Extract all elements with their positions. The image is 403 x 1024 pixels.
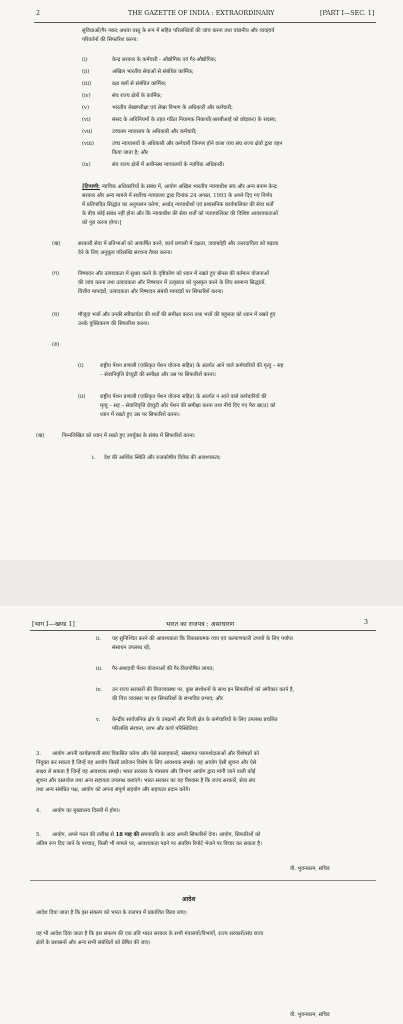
order-heading: आदेश <box>182 896 196 903</box>
para-text: समयावधि के अंदर अपनी सिफारिशें देगा। आयोग, सिफारिशों को <box>138 832 261 838</box>
para-line: वित्तीय मापदंडों, उत्पादकता और निष्पादन संबंधी मापदंडों पर सिफारिशें करना। <box>78 289 224 295</box>
header-rule <box>30 630 376 631</box>
para-number: (ङ) <box>52 342 60 348</box>
sub-line: गैर-अंशदायी पेंशन योजनाओं की गैर-वित्तपोषित लागत; <box>112 666 215 672</box>
list-item: केन्द्र सरकार के कर्मचारी - औद्योगिक एवं गैर-औद्योगिक; <box>112 57 217 63</box>
page-number: 2 <box>36 10 41 17</box>
order-line: आदेश दिया जाता है कि इस संकल्प को भारत के राजपत्र में प्रकाशित किया जाए। <box>36 910 187 916</box>
para-line: अंतिम रूप दिए जाने के पश्चात्, किसी भी मामले पर, आवश्यकता पड़ने पर अंतरिम रिपोर्ट भेजने पर विचार कर सकता है। <box>36 841 262 847</box>
para-number: (ग) <box>52 271 59 277</box>
sub-line: मृत्यु – सह – सेवानिवृत्ति ग्रेच्युटी और पेंशन की समीक्षा करना तथा नीचे दिए गए पैरा ख(ii) को <box>100 403 276 409</box>
list-item: संघ राज्य क्षेत्रों के कार्मिक; <box>112 93 163 99</box>
para-line: निष्पादन और उत्पादकता में सुधार करने के दृष्टिकोण को ध्यान में रखते हुए बोनस की वर्तमान योजनाओं <box>78 271 269 277</box>
note-text: न्यायिक अधिकारियों के संबंध में, आयोग अखिल भारतीय न्यायाधीश संघ और अन्य बनाम केन्द्र <box>99 184 277 190</box>
list-number: (iv) <box>82 93 91 99</box>
para-line: उनके युक्तिकरण की सिफारिश करना। <box>78 321 150 327</box>
para-number: (ख) <box>36 433 45 439</box>
para-number: 3. <box>36 751 41 757</box>
sub-line: राष्ट्रीय पेंशन प्रणाली (एकीकृत पेंशन योजना सहित) के अंतर्गत न आने वाले कर्मचारियों की <box>100 394 267 400</box>
para-line: साक्ष्य ले सकता है जिन्हें यह आवश्यक समझे। भारत सरकार के मंत्रालय और विभाग आयोग द्वारा मांगी जाने वाली कोई <box>36 769 256 775</box>
para-line: देने के लिए अनुकूल परिलब्धि संरचना तैयार करना। <box>78 250 173 256</box>
list-number: (ix) <box>82 162 91 168</box>
list-item: अखिल भारतीय सेवाओं से संबंधित कार्मिक; <box>112 69 194 75</box>
sub-line: राष्ट्रीय पेंशन प्रणाली (एकीकृत पेंशन योजना सहित) के अंतर्गत आने वाले कर्मचारियों की मृत्यु – सह <box>100 363 284 369</box>
signature: वी. भुवनकाम, सचिव <box>290 866 330 872</box>
sub-number: ii. <box>96 636 101 642</box>
para-number: 4. <box>36 808 41 814</box>
gazette-title: THE GAZETTE OF INDIA : EXTRAORDINARY <box>128 10 275 17</box>
para-number: (ख) <box>52 241 61 247</box>
sub-line: की वित्त व्यवस्था पर इन सिफारिशों के संभावित प्रभाव; और <box>112 696 223 702</box>
para-line <box>52 831 260 840</box>
sub-number: v. <box>96 717 100 723</box>
list-number: (i) <box>82 57 88 63</box>
list-item: भारतीय लेखापरीक्षा एवं लेखा विभाग के अधिकारी और कर्मचारी; <box>112 105 233 111</box>
sub-number: (i) <box>78 363 84 369</box>
para-line: आयोग का मुख्यालय दिल्ली में होगा। <box>52 808 120 814</box>
para-line: निम्नलिखित को ध्यान में रखते हुए उपर्युक्त के संबंध में सिफारिशें करना: <box>62 433 196 439</box>
para-line: मौजूदा भत्तों और उनकी स्वीकार्यता की शर्तों की समीक्षा करना तथा भत्तों की बहुलता को ध्यान में रखते हुए <box>78 312 276 318</box>
list-item: उच्च न्यायालयों के अधिकारी और कर्मचारी जिनपर होने वाला व्यय संघ राज्य क्षेत्रों द्वारा वहन <box>112 141 283 147</box>
sub-line: परिलब्धि संरचना, लाभ और कार्य परिस्थितियां; <box>112 726 199 732</box>
para-line: सूचना और दस्तावेज तथा अन्य सहायता उपलब्ध कराएंगे। भारत सरकार का यह विश्वास है कि राज्य सरकारें, सेवा संघ <box>36 778 256 784</box>
sub-number: iv. <box>96 687 102 693</box>
list-number: (v) <box>82 105 89 111</box>
list-number: (vi) <box>82 117 91 123</box>
sub-line: ध्यान में रखते हुए उस पर सिफारिशें करना। <box>100 412 180 418</box>
signature: वी. भुवनकाम, सचिव <box>290 1012 330 1018</box>
para-line: नियुक्त कर सकता है जिन्हें यह आयोग किसी प्रयोजन विशेष के लिए आवश्यक समझे। यह आयोग ऐसी सूचना और ऐसे <box>36 760 257 766</box>
intro-line-2: परिवर्तनों की सिफारिश करना: <box>82 37 139 43</box>
para-line: की जांच करना तथा उत्पादकता और निष्पादन में उत्कृष्टता को पुरस्कृत करने के लिए सामान्य सिद्धांतों, <box>78 280 266 286</box>
order-line: क्षेत्रों के प्रशासनों और अन्य सभी संबंधितों को प्रेषित की जाए। <box>36 940 151 946</box>
note-line-2: सरकार और अन्य मामले में सर्वोच्च न्यायालय द्वारा दिनांक 24 अगस्त, 1993 के अपने दिए गए निर्णय <box>82 193 273 199</box>
sub-line: संसाधन उपलब्ध रहें; <box>112 645 151 651</box>
list-item: उच्चतम न्यायालय के अधिकारी और कर्मचारी; <box>112 129 197 135</box>
note-line-3: में प्रतिपादित सिद्धांत का अनुपालन करेगा, अर्थात् न्यायाधीशों एवं प्रशासनिक कार्यपालिका की सेवा शर्तों <box>82 202 274 208</box>
intro-line-1: सुविधाओं/गैर नकद अथवा वस्तु के रूप में सहित परिलब्धियों की जांच करना तथा वांछनीय और व्यवहार्य <box>82 28 275 34</box>
note-label: [टिप्पणी: <box>82 184 100 190</box>
page-number: 3 <box>364 619 369 626</box>
header-rule <box>34 22 376 23</box>
para-text: आयोग, अपने गठन की तारीख से <box>52 832 116 838</box>
para-number: (घ) <box>52 312 60 318</box>
gazette-title: भारत का राजपत्र : असाधारण <box>166 621 235 628</box>
sub-line: देश की आर्थिक स्थिति और राजकोषीय विवेक की आवश्यकता; <box>104 455 221 461</box>
note-line-1 <box>82 183 277 192</box>
para-line: सरकारी सेवा में प्रतिभाओं को आकर्षित करने, कार्य प्रणाली में दक्षता, जवाबदेही और उत्तरदायित्व को बढ़ावा <box>78 241 279 247</box>
sub-number: (ii) <box>78 394 86 400</box>
gazette-page-3 <box>0 606 403 1024</box>
part-section: [भाग I—खण्ड 1] <box>32 621 75 628</box>
list-item: संसद के अधिनियमों के तहत गठित नियामक निकायों(आरबीआई को छोड़कर) के सदस्य; <box>112 117 277 123</box>
page-gap <box>0 560 403 606</box>
list-item: संघ राज्य क्षेत्रों में अधीनस्थ न्यायालयों के न्यायिक अधिकारी। <box>112 162 225 168</box>
sub-line: केन्द्रीय सार्वजनिक क्षेत्र के उपक्रमों और निजी क्षेत्र के कर्मचारियों के लिए उपलब्ध प्रचलित <box>112 717 278 723</box>
list-number: (iii) <box>82 81 92 87</box>
list-number: (viii) <box>82 141 94 147</box>
para-line: तथा अन्य संबंधित पक्ष, आयोग को अपना संपूर्ण सहयोग और सहायता प्रदान करेंगे। <box>36 787 191 793</box>
sub-line: उन राज्य सरकारों की वित्तव्यवस्था पर, कुछ संशोधनों के साथ इन सिफारिशों को अंगीकार करने है, <box>112 687 295 693</box>
list-number: (ii) <box>82 69 90 75</box>
sub-line: – सेवानिवृत्ति ग्रेच्युटी की समीक्षा और उस पर सिफारिशें करना। <box>100 372 216 378</box>
note-line-5: को पूरा करना होगा।] <box>82 220 122 226</box>
list-item: रक्षा बलों से संबंधित कार्मिक; <box>112 81 167 87</box>
para-line: आयोग अपनी कार्यप्रणाली स्वयं विकसित करेगा और ऐसे सलाहकारों, संस्थागत परामर्शदाताओं और विशेषज्ञों को <box>52 751 259 757</box>
list-item-cont: किया जाता है; और <box>112 150 149 156</box>
para-number: 5. <box>36 832 41 838</box>
order-line: यह भी आदेश दिया जाता है कि इस संकल्प की एक प्रति भारत सरकार के सभी मंत्रालयों/विभागों, राज्य सरकारों/संघ राज्य <box>36 931 264 937</box>
list-number: (vii) <box>82 129 93 135</box>
sub-number: i. <box>92 455 96 461</box>
sub-line: यह सुनिश्चित करने की आवश्यकता कि विकासात्मक व्यय एवं कल्याणकारी उपायों के लिए पर्याप्त <box>112 636 293 642</box>
sub-number: iii. <box>96 666 103 672</box>
deadline-text: 18 माह की <box>115 832 139 838</box>
part-section: [PART I—SEC. 1] <box>320 10 375 17</box>
divider <box>30 880 376 881</box>
note-line-4: के बीच कोई संबंध नहीं होना और कि न्यायाधीश की सेवा शर्तों को न्यायपालिका की विशिष्ट आवश्यकताओं <box>82 211 278 217</box>
